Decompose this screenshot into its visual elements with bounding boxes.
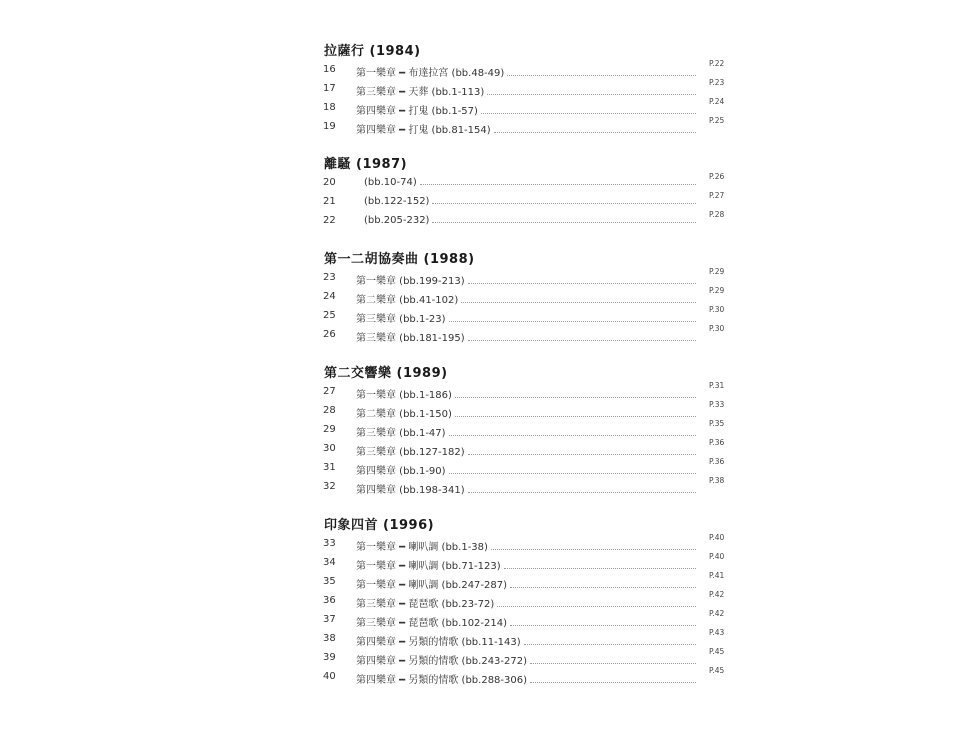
entry-number: 28 [323, 405, 336, 416]
dot-leader [530, 662, 696, 664]
entry-number: 31 [323, 462, 336, 473]
entry-number: 16 [323, 64, 336, 75]
toc-entry[interactable] [0, 116, 980, 137]
page-number: P.28 [709, 210, 725, 219]
entry-label: 第一樂章 ━ 布達拉宮 (bb.48-49) [356, 68, 505, 79]
entry-title [356, 538, 696, 554]
toc-entry[interactable] [0, 666, 980, 687]
toc-entry[interactable] [0, 59, 980, 80]
page-number: P.42 [709, 609, 725, 618]
entry-number: 21 [323, 196, 336, 207]
entry-label: (bb.10-74) [364, 177, 417, 188]
dot-leader [497, 605, 696, 607]
toc-entry[interactable] [0, 191, 980, 212]
entry-title [364, 177, 696, 193]
entry-number: 25 [323, 310, 336, 321]
entry-title [356, 595, 696, 611]
toc-entry[interactable] [0, 533, 980, 554]
page-number: P.41 [709, 571, 725, 580]
dot-leader [494, 131, 696, 133]
page-number: P.29 [709, 286, 725, 295]
dot-leader [481, 112, 696, 114]
toc-entry[interactable] [0, 457, 980, 478]
page-number: P.45 [709, 666, 725, 675]
dot-leader [510, 624, 696, 626]
entry-label: 第二樂章 (bb.41-102) [356, 295, 459, 306]
entry-title [364, 215, 696, 231]
dot-leader [455, 396, 696, 398]
toc-entry[interactable] [0, 78, 980, 99]
toc-entry[interactable] [0, 438, 980, 459]
entry-label: 第四樂章 (bb.198-341) [356, 485, 465, 496]
page-number: P.40 [709, 533, 725, 542]
entry-title [356, 291, 696, 307]
entry-label: 第二樂章 (bb.1-150) [356, 409, 452, 420]
dot-leader [449, 472, 696, 474]
toc-entry[interactable] [0, 305, 980, 326]
page-number: P.36 [709, 438, 725, 447]
page-number: P.29 [709, 267, 725, 276]
dot-leader [468, 339, 696, 341]
entry-title [356, 443, 696, 459]
entry-number: 30 [323, 443, 336, 454]
page-number: P.36 [709, 457, 725, 466]
entry-title [356, 633, 696, 649]
toc-entry[interactable] [0, 590, 980, 611]
entry-label: 第三樂章 (bb.181-195) [356, 333, 465, 344]
toc-entry[interactable] [0, 381, 980, 402]
entry-number: 34 [323, 557, 336, 568]
entry-number: 37 [323, 614, 336, 625]
toc-entry[interactable] [0, 419, 980, 440]
page-number: P.26 [709, 172, 725, 181]
entry-number: 33 [323, 538, 336, 549]
toc-entry[interactable] [0, 628, 980, 649]
entry-label: (bb.122-152) [364, 196, 430, 207]
entry-number: 24 [323, 291, 336, 302]
toc-entry[interactable] [0, 172, 980, 193]
dot-leader [530, 681, 696, 683]
dot-leader [461, 301, 696, 303]
entry-title [356, 83, 696, 99]
dot-leader [524, 643, 696, 645]
entry-number: 23 [323, 272, 336, 283]
entry-title [356, 671, 696, 687]
dot-leader [432, 221, 696, 223]
entry-label: 第一樂章 ━ 喇叭調 (bb.1-38) [356, 542, 488, 553]
dot-leader [468, 453, 696, 455]
dot-leader [491, 548, 696, 550]
entry-title [356, 272, 696, 288]
dot-leader [432, 202, 696, 204]
entry-label: (bb.205-232) [364, 215, 430, 226]
dot-leader [449, 434, 696, 436]
entry-number: 27 [323, 386, 336, 397]
page-number: P.42 [709, 590, 725, 599]
entry-label: 第三樂章 ━ 琵琶歌 (bb.102-214) [356, 618, 508, 629]
entry-number: 32 [323, 481, 336, 492]
dot-leader [449, 320, 696, 322]
page-number: P.30 [709, 305, 725, 314]
page-number: P.35 [709, 419, 725, 428]
entry-title [356, 102, 696, 118]
entry-number: 19 [323, 121, 336, 132]
entry-number: 26 [323, 329, 336, 340]
section-title: 離騷 (1987) [324, 157, 408, 172]
entry-title [356, 652, 696, 668]
entry-number: 38 [323, 633, 336, 644]
dot-leader [455, 415, 696, 417]
toc-entry[interactable] [0, 571, 980, 592]
entry-title [356, 481, 696, 497]
entry-label: 第四樂章 ━ 打鬼 (bb.1-57) [356, 106, 478, 117]
toc-entry[interactable] [0, 267, 980, 288]
dot-leader [487, 93, 696, 95]
dot-leader [507, 74, 696, 76]
page-number: P.43 [709, 628, 725, 637]
dot-leader [420, 183, 696, 185]
entry-label: 第四樂章 ━ 另類的情歌 (bb.11-143) [356, 637, 521, 648]
entry-number: 29 [323, 424, 336, 435]
entry-title [356, 576, 696, 592]
entry-title [356, 405, 696, 421]
entry-label: 第四樂章 ━ 打鬼 (bb.81-154) [356, 125, 491, 136]
section-title: 第一二胡協奏曲 (1988) [324, 252, 475, 267]
toc-entry[interactable] [0, 286, 980, 307]
page-number: P.30 [709, 324, 725, 333]
entry-label: 第四樂章 (bb.1-90) [356, 466, 446, 477]
page-number: P.22 [709, 59, 725, 68]
page-number: P.24 [709, 97, 725, 106]
entry-title [356, 329, 696, 345]
entry-number: 17 [323, 83, 336, 94]
entry-title [364, 196, 696, 212]
page-number: P.31 [709, 381, 725, 390]
entry-label: 第三樂章 ━ 天葬 (bb.1-113) [356, 87, 485, 98]
toc-entry[interactable] [0, 476, 980, 497]
page-number: P.45 [709, 647, 725, 656]
section-title: 印象四首 (1996) [324, 518, 435, 533]
entry-label: 第三樂章 (bb.127-182) [356, 447, 465, 458]
page-number: P.38 [709, 476, 725, 485]
entry-title [356, 121, 696, 137]
entry-number: 20 [323, 177, 336, 188]
entry-title [356, 557, 696, 573]
dot-leader [510, 586, 696, 588]
entry-label: 第四樂章 ━ 另類的情歌 (bb.243-272) [356, 656, 528, 667]
page-number: P.25 [709, 116, 725, 125]
toc-entry[interactable] [0, 324, 980, 345]
entry-number: 18 [323, 102, 336, 113]
entry-number: 39 [323, 652, 336, 663]
entry-label: 第一樂章 ━ 喇叭調 (bb.71-123) [356, 561, 501, 572]
toc-entry[interactable] [0, 647, 980, 668]
page-number: P.23 [709, 78, 725, 87]
entry-title [356, 424, 696, 440]
section-title: 拉薩行 (1984) [324, 44, 421, 59]
entry-number: 22 [323, 215, 336, 226]
entry-label: 第一樂章 (bb.1-186) [356, 390, 452, 401]
entry-title [356, 310, 696, 326]
entry-number: 35 [323, 576, 336, 587]
entry-label: 第四樂章 ━ 另類的情歌 (bb.288-306) [356, 675, 528, 686]
section-title: 第二交響樂 (1989) [324, 366, 448, 381]
page-number: P.27 [709, 191, 725, 200]
entry-label: 第三樂章 (bb.1-23) [356, 314, 446, 325]
entry-title [356, 64, 696, 80]
entry-label: 第一樂章 ━ 喇叭調 (bb.247-287) [356, 580, 508, 591]
entry-label: 第一樂章 (bb.199-213) [356, 276, 465, 287]
entry-label: 第三樂章 ━ 琵琶歌 (bb.23-72) [356, 599, 495, 610]
toc-entry[interactable] [0, 97, 980, 118]
dot-leader [468, 491, 696, 493]
dot-leader [504, 567, 696, 569]
toc-entry[interactable] [0, 552, 980, 573]
toc-entry[interactable] [0, 210, 980, 231]
entry-title [356, 462, 696, 478]
entry-title [356, 614, 696, 630]
entry-number: 36 [323, 595, 336, 606]
entry-label: 第三樂章 (bb.1-47) [356, 428, 446, 439]
page-number: P.40 [709, 552, 725, 561]
entry-title [356, 386, 696, 402]
page-number: P.33 [709, 400, 725, 409]
toc-entry[interactable] [0, 609, 980, 630]
toc-entry[interactable] [0, 400, 980, 421]
entry-number: 40 [323, 671, 336, 682]
dot-leader [468, 282, 696, 284]
